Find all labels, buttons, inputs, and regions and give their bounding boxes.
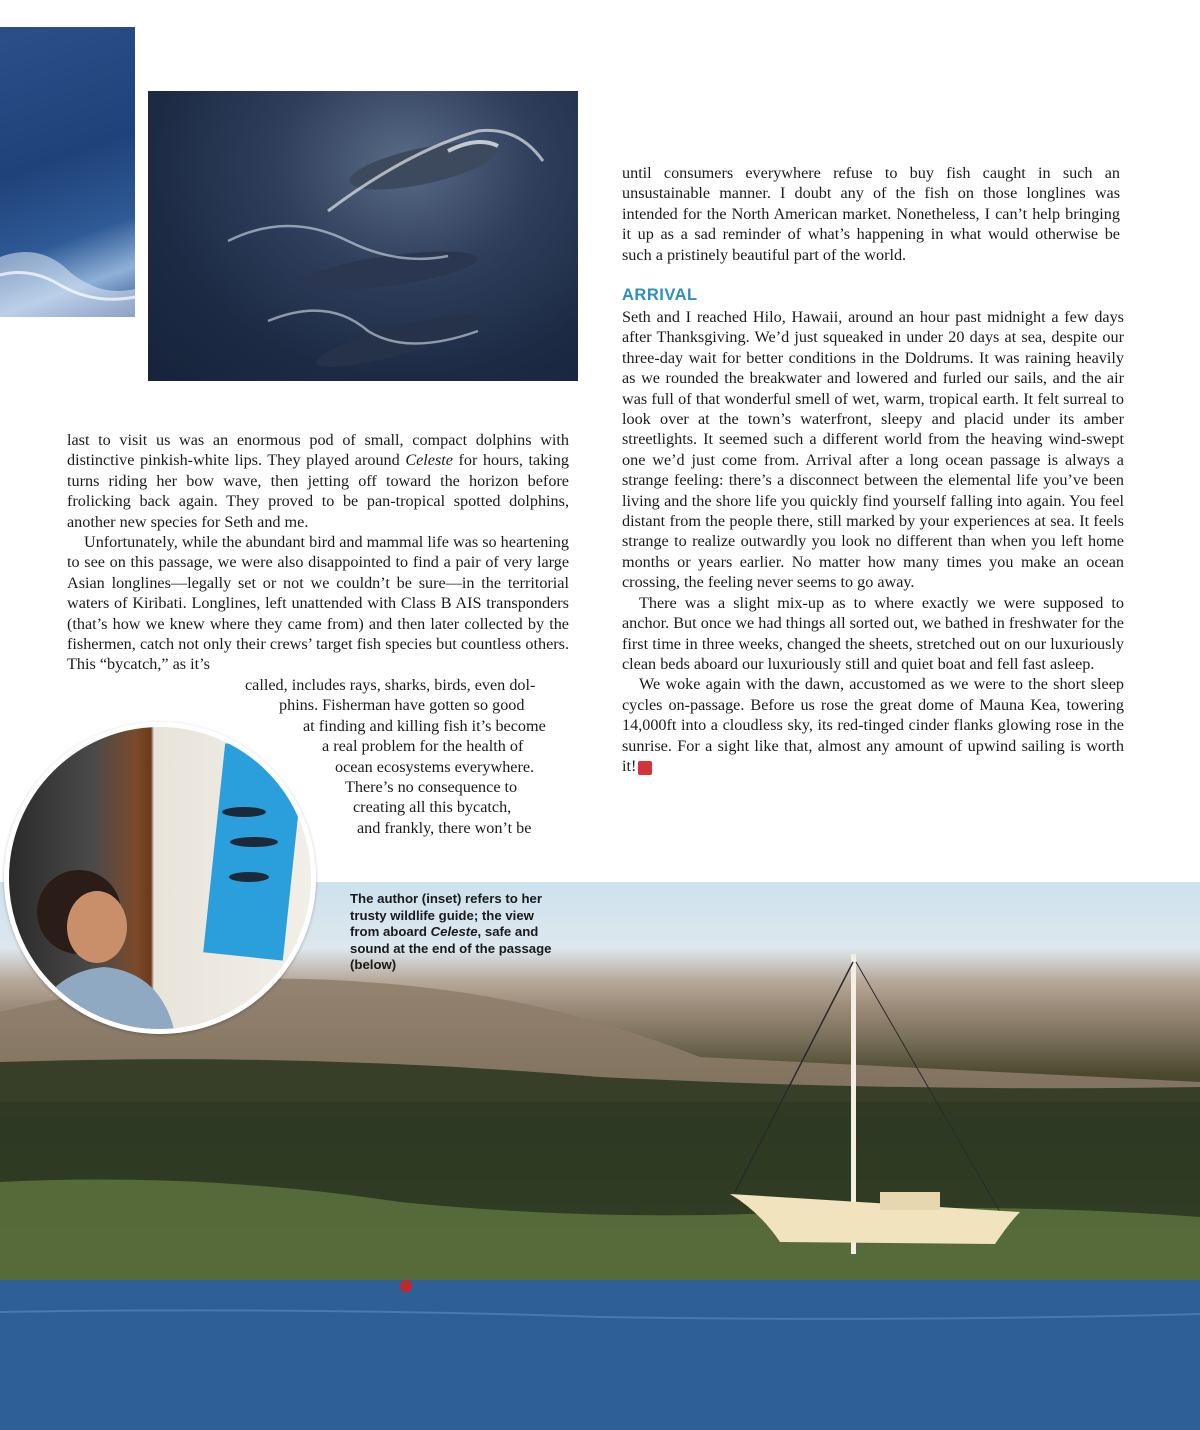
paragraph-longlines: Unfortunately, while the abundant bird and mammal life was so heartening to see on this passage, we were also disappointed to find a pair of very large Asian longlines—legally set or not we couldn’t be sure—in the territorial waters of Kiribati. Longlines, left unattended with Class B AIS transponders (that’s how we knew where they came from) and then later collected by the fishermen, catch not only their crews’ target fish species but countless others. This “bycatch,” as it’s [67,533,569,674]
wrapped-line: and frankly, there won’t be [357,818,532,837]
paragraph-dolphins-part-2: for hours, taking turns riding her bow wave, then jetting off toward the horizon before frolicking back again. They proved to be pan-tropical spotted dolphins, another new species for Seth and me. [67,451,569,531]
paragraph-dolphins [67,430,569,532]
photo-caption [350,891,560,974]
caption-boat-name: Celeste [430,924,478,940]
author-reading-graphic [9,727,311,1029]
wrapped-line: ocean ecosystems everywhere. [335,757,535,776]
dolphin-photo-main [148,91,578,381]
dolphins-graphic [148,91,578,381]
caption-part-1: The author (inset) refers to her trusty wildlife guide; the view from aboard [350,891,542,940]
section-heading-arrival: ARRIVAL [622,286,698,304]
paragraph-arrival-2: There was a slight mix-up as to where exactly we were supposed to anchor. But once we had things all sorted out, we bathed in freshwater for the first time in three weeks, changed the sheets, stretched out on our luxuriously clean beds aboard our luxuriously still and quiet boat and fell fast asleep. [622,593,1124,673]
wrapped-line: at finding and killing fish it’s become [303,716,546,735]
paragraph-arrival-1: Seth and I reached Hilo, Hawaii, around an hour past midnight a few days after Thanksgiving. We’d just squeaked in under 20 days at sea, despite our three-day wait for better conditions in the Doldrums. It was raining heavily as we rounded the breakwater and lowered and furled our sails, and the air was full of that wonderful smell of wet, warm, tropical earth. It felt surreal to look over at the town’s waterfront, sleepy and placid under its amber streetlights. It seemed such a different world from the heaving wind-swept one we’d just come from. Arrival after a long ocean passage is always a strange feeling: there’s a disconnect between the elemental life you’ve been living and the shore life you quickly find yourself falling into again. You feel distant from the people there, still marked by your experiences at sea. It feels strange to realize outwardly you look no different than when you left home months or years earlier. No matter how many times you make an ocean crossing, the feeling never seems to go away. [622,308,1124,592]
wrapped-line: creating all this bycatch, [353,798,512,817]
article-end-mark: S [638,761,652,775]
author-inset-photo [4,722,316,1034]
boat-name: Celeste [405,451,453,470]
dolphin-photo-left [0,27,135,317]
right-column-arrival [622,307,1124,776]
paragraph-arrival-3 [622,674,1124,776]
wave-splash-graphic [0,27,135,317]
wrapped-line: phins. Fisherman have gotten so good [279,696,525,715]
wrapped-line: There’s no consequence to [345,777,518,796]
caption-part-2: , safe and sound at the end of the passage (below) [350,924,552,973]
paragraph-dolphins-part-1: last to visit us was an enormous pod of small, compact dolphins with distinctive pinkish-white lips. They played around [67,431,569,470]
right-column-top [622,163,1120,265]
paragraph-arrival-3-text: We woke again with the dawn, accustomed as we were to the short sleep cycles on-passage. Before us rose the great dome of Mauna Kea, towering 14,000ft into a cloudless sky, its red-tinged cinder flanks glowing rose in the sunrise. For a sight like that, almost any amount of upwind sailing is worth it! [622,675,1124,775]
wrapped-line: a real problem for the health of [322,737,524,756]
paragraph-longline-conclusion: until consumers everywhere refuse to buy fish caught in such an unsustainable manner. I doubt any of the fish on those longlines was intended for the North American market. Nonetheless, I can’t help bringing it up as a sad reminder of what’s happening in what would otherwise be such a pristinely beautiful part of the world. [622,164,1120,264]
wrapped-line: called, includes rays, sharks, birds, even dol- [245,675,536,694]
